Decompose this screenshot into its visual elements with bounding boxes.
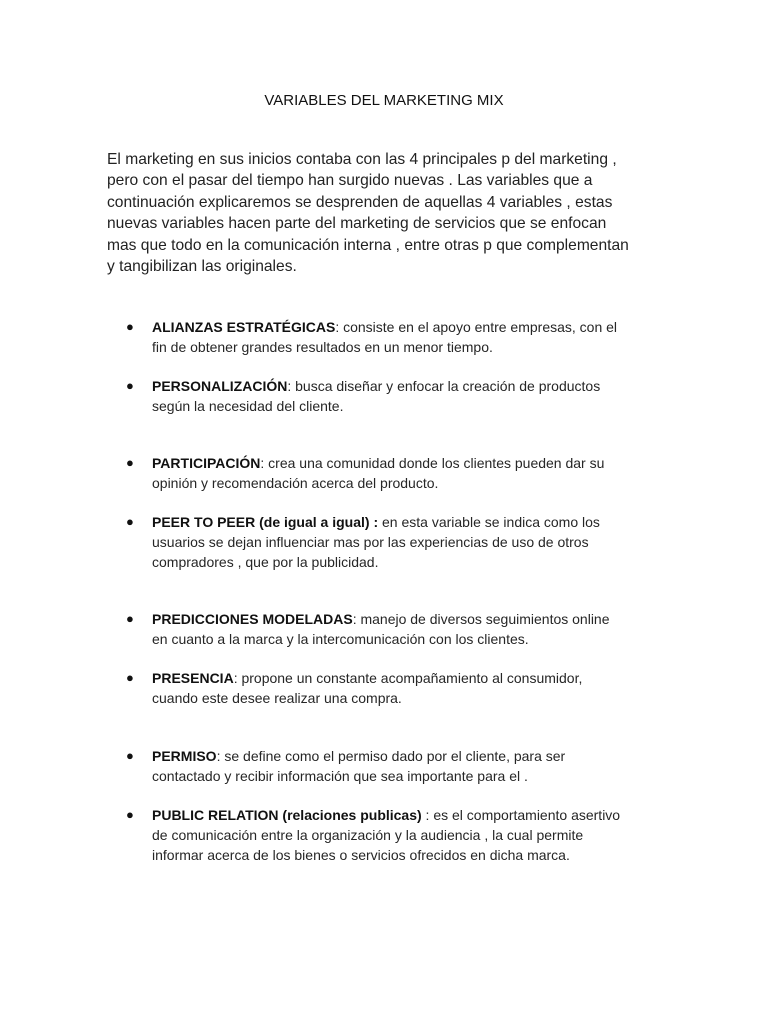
intro-line: continuación explicaremos se desprenden de aquellas 4 variables , estas bbox=[107, 193, 613, 211]
list-item bbox=[126, 376, 666, 416]
item-term: PARTICIPACIÓN bbox=[152, 455, 261, 471]
list-item bbox=[126, 609, 666, 649]
bullet-icon: ● bbox=[126, 378, 134, 393]
list-item bbox=[126, 512, 666, 572]
bullet-icon: ● bbox=[126, 319, 134, 334]
item-description-line: cuando este desee realizar una compra. bbox=[152, 690, 402, 706]
item-description-line: en cuanto a la marca y la intercomunicación con los clientes. bbox=[152, 631, 529, 647]
intro-line: nuevas variables hacen parte del marketing de servicios que se enfocan bbox=[107, 215, 607, 233]
item-description: : se define como el permiso dado por el cliente, para ser bbox=[216, 748, 566, 764]
list-item bbox=[126, 746, 666, 786]
bullet-icon: ● bbox=[126, 455, 134, 470]
item-description: : es el comportamiento asertivo bbox=[421, 807, 621, 823]
item-description: : busca diseñar y enfocar la creación de productos bbox=[287, 378, 601, 394]
list-item bbox=[126, 668, 666, 708]
bullet-icon: ● bbox=[126, 748, 134, 763]
item-term: PUBLIC RELATION (relaciones publicas) bbox=[152, 807, 422, 823]
item-description-line: contactado y recibir información que sea importante para el . bbox=[152, 768, 528, 784]
intro-line: mas que todo en la comunicación interna , entre otras p que complementan bbox=[107, 236, 629, 254]
bullet-icon: ● bbox=[126, 807, 134, 822]
item-description: : propone un constante acompañamiento al consumidor, bbox=[233, 670, 583, 686]
list-item bbox=[126, 317, 666, 357]
item-term: PREDICCIONES MODELADAS bbox=[152, 611, 353, 627]
item-description: : consiste en el apoyo entre empresas, con el bbox=[335, 319, 618, 335]
item-description-line: usuarios se dejan influenciar mas por las experiencias de uso de otros bbox=[152, 534, 589, 550]
item-term: PEER TO PEER (de igual a igual) : bbox=[152, 514, 379, 530]
document-title: VARIABLES DEL MARKETING MIX bbox=[264, 92, 504, 109]
bullet-icon: ● bbox=[126, 670, 134, 685]
bullet-icon: ● bbox=[126, 611, 134, 626]
intro-line: pero con el pasar del tiempo han surgido nuevas . Las variables que a bbox=[107, 172, 593, 190]
item-description-line: según la necesidad del cliente. bbox=[152, 398, 344, 414]
item-description: : manejo de diversos seguimientos online bbox=[352, 611, 610, 627]
item-description-line: compradores , que por la publicidad. bbox=[152, 554, 379, 570]
item-description-line: informar acerca de los bienes o servicios ofrecidos en dicha marca. bbox=[152, 847, 570, 863]
item-description: en esta variable se indica como los bbox=[378, 514, 600, 530]
item-term: PRESENCIA bbox=[152, 670, 234, 686]
list-item bbox=[126, 453, 666, 493]
item-description-line: fin de obtener grandes resultados en un menor tiempo. bbox=[152, 339, 493, 355]
intro-line: El marketing en sus inicios contaba con las 4 principales p del marketing , bbox=[107, 151, 617, 168]
intro-line: y tangibilizan las originales. bbox=[107, 258, 297, 276]
item-term: ALIANZAS ESTRATÉGICAS bbox=[152, 319, 336, 335]
bullet-icon: ● bbox=[126, 514, 134, 529]
item-description-line: opinión y recomendación acerca del producto. bbox=[152, 475, 439, 491]
item-term: PERMISO bbox=[152, 748, 217, 764]
item-term: PERSONALIZACIÓN bbox=[152, 378, 288, 394]
list-item bbox=[126, 805, 666, 865]
intro-paragraph bbox=[107, 149, 682, 277]
item-description-line: de comunicación entre la organización y la audiencia , la cual permite bbox=[152, 827, 584, 843]
item-description: : crea una comunidad donde los clientes pueden dar su bbox=[260, 455, 605, 471]
